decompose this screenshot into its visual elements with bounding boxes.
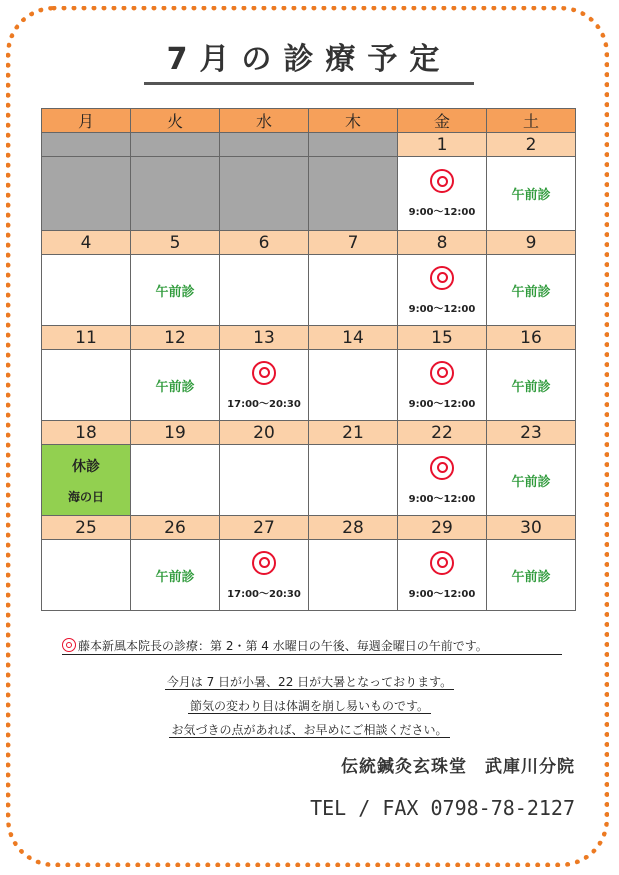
date-cell: 21 <box>309 421 398 445</box>
date-cell: 11 <box>42 326 131 350</box>
double-circle-icon <box>62 638 76 652</box>
schedule-cell <box>398 157 487 231</box>
date-row <box>42 516 576 540</box>
schedule-cell <box>309 157 398 231</box>
schedule-cell <box>131 445 220 516</box>
clinic-hours: 17:00～20:30 <box>227 588 301 600</box>
date-cell: 28 <box>309 516 398 540</box>
schedule-row <box>42 445 576 516</box>
season-message-2: 節気の変わり目は体調を崩し易いものです。 <box>189 699 430 713</box>
double-circle-icon <box>252 551 276 575</box>
schedule-cell <box>487 540 576 611</box>
calendar-table <box>41 108 576 611</box>
schedule-cell <box>131 157 220 231</box>
schedule-cell <box>487 157 576 231</box>
schedule-cell <box>220 157 309 231</box>
morning-clinic-label: 午前診 <box>155 569 195 585</box>
clinic-hours: 9:00～12:00 <box>408 398 476 410</box>
weekday-header: 水 <box>220 109 309 133</box>
double-circle-icon <box>430 169 454 193</box>
schedule-cell <box>220 350 309 421</box>
schedule-cell <box>42 540 131 611</box>
page-title: 7月の診療予定 <box>144 40 474 85</box>
schedule-cell <box>42 255 131 326</box>
schedule-cell <box>309 445 398 516</box>
date-row <box>42 421 576 445</box>
schedule-row <box>42 350 576 421</box>
clinic-hours: 9:00～12:00 <box>408 303 476 315</box>
schedule-cell <box>487 350 576 421</box>
double-circle-icon <box>430 551 454 575</box>
schedule-cell <box>309 255 398 326</box>
date-cell: 13 <box>220 326 309 350</box>
morning-clinic-label: 午前診 <box>511 379 551 395</box>
date-cell: 18 <box>42 421 131 445</box>
holiday-name: 海の日 <box>67 489 104 504</box>
clinic-name: 伝統鍼灸玄珠堂 武庫川分院 <box>341 757 575 777</box>
date-row <box>42 326 576 350</box>
schedule-cell <box>398 540 487 611</box>
schedule-cell <box>398 445 487 516</box>
director-schedule-text: 藤本新風本院長の診療：第 2・第 4 水曜日の午後、毎週金曜日の午前です。 <box>78 638 488 653</box>
schedule-row <box>42 540 576 611</box>
double-circle-icon <box>430 361 454 385</box>
date-cell: 25 <box>42 516 131 540</box>
date-cell: 4 <box>42 231 131 255</box>
weekday-header: 火 <box>131 109 220 133</box>
date-cell: 29 <box>398 516 487 540</box>
weekday-header: 木 <box>309 109 398 133</box>
date-cell: 16 <box>487 326 576 350</box>
schedule-row <box>42 255 576 326</box>
date-cell: 15 <box>398 326 487 350</box>
schedule-cell <box>487 255 576 326</box>
schedule-cell <box>42 157 131 231</box>
schedule-cell <box>309 540 398 611</box>
schedule-cell <box>131 540 220 611</box>
schedule-cell <box>398 255 487 326</box>
tel-fax: TEL / FAX 0798-78-2127 <box>310 796 575 820</box>
date-cell: 9 <box>487 231 576 255</box>
morning-clinic-label: 午前診 <box>155 379 195 395</box>
schedule-cell <box>42 445 131 516</box>
date-cell <box>131 133 220 157</box>
weekday-header: 金 <box>398 109 487 133</box>
date-cell: 20 <box>220 421 309 445</box>
date-cell: 23 <box>487 421 576 445</box>
date-row <box>42 231 576 255</box>
season-message-3: お気づきの点があれば、お早めにご相談ください。 <box>171 723 448 737</box>
weekday-header-row <box>42 109 576 133</box>
double-circle-icon <box>430 266 454 290</box>
morning-clinic-label: 午前診 <box>511 569 551 585</box>
date-cell: 2 <box>487 133 576 157</box>
weekday-header: 土 <box>487 109 576 133</box>
date-cell: 5 <box>131 231 220 255</box>
clinic-hours: 9:00～12:00 <box>408 588 476 600</box>
date-cell: 1 <box>398 133 487 157</box>
morning-clinic-label: 午前診 <box>155 284 195 300</box>
closed-label: 休診 <box>72 458 100 475</box>
clinic-hours: 9:00～12:00 <box>408 493 476 505</box>
morning-clinic-label: 午前診 <box>511 188 551 203</box>
morning-clinic-label: 午前診 <box>511 284 551 300</box>
date-cell: 6 <box>220 231 309 255</box>
double-circle-icon <box>252 361 276 385</box>
morning-clinic-label: 午前診 <box>511 474 551 490</box>
schedule-cell <box>309 350 398 421</box>
date-cell: 14 <box>309 326 398 350</box>
schedule-cell <box>42 350 131 421</box>
double-circle-icon <box>430 456 454 480</box>
clinic-hours: 9:00～12:00 <box>408 207 476 218</box>
date-row <box>42 133 576 157</box>
date-cell <box>220 133 309 157</box>
season-message-1: 今月は 7 日が小暑、22 日が大暑となっております。 <box>166 675 453 689</box>
date-cell: 12 <box>131 326 220 350</box>
date-cell: 19 <box>131 421 220 445</box>
schedule-cell <box>220 445 309 516</box>
date-cell <box>309 133 398 157</box>
schedule-cell <box>131 350 220 421</box>
schedule-cell <box>220 255 309 326</box>
schedule-cell <box>220 540 309 611</box>
schedule-cell <box>131 255 220 326</box>
clinic-hours: 17:00～20:30 <box>227 398 301 410</box>
date-cell: 7 <box>309 231 398 255</box>
director-schedule-note <box>62 636 562 655</box>
date-cell <box>42 133 131 157</box>
date-cell: 27 <box>220 516 309 540</box>
date-cell: 30 <box>487 516 576 540</box>
schedule-cell <box>487 445 576 516</box>
date-cell: 22 <box>398 421 487 445</box>
date-cell: 26 <box>131 516 220 540</box>
weekday-header: 月 <box>42 109 131 133</box>
date-cell: 8 <box>398 231 487 255</box>
schedule-row <box>42 157 576 231</box>
schedule-cell <box>398 350 487 421</box>
